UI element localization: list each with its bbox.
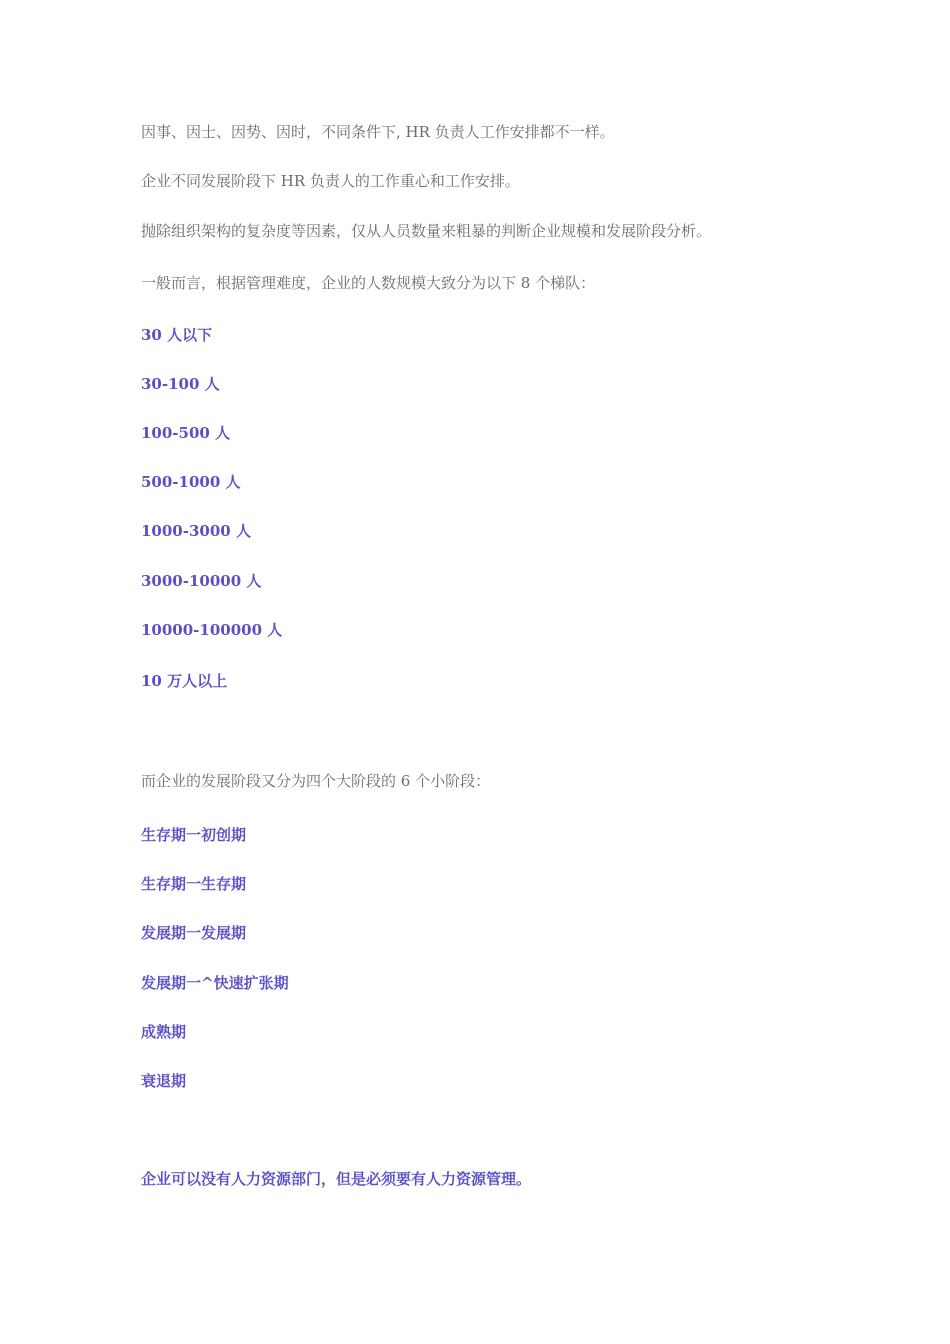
stage-intro-paragraph: 而企业的发展阶段又分为四个大阶段的 6 个小阶段：: [141, 772, 491, 790]
size-tier-1: 30 人以下: [141, 326, 213, 344]
size-tier-6: 3000-10000 人: [141, 572, 262, 590]
size-tier-4: 500-1000 人: [141, 473, 241, 491]
stage-3: 发展期一发展期: [141, 924, 247, 942]
stage-4: 发展期一^快速扩张期: [141, 974, 289, 992]
intro-paragraph-2: 企业不同发展阶段下 HR 负责人的工作重心和工作安排。: [141, 172, 520, 190]
stage-2: 生存期一生存期: [141, 875, 247, 893]
size-tier-8: 10 万人以上: [141, 672, 228, 690]
closing-statement: 企业可以没有人力资源部门，但是必须要有人力资源管理。: [141, 1170, 532, 1188]
size-tier-5: 1000-3000 人: [141, 522, 251, 540]
size-tier-2: 30-100 人: [141, 375, 220, 393]
stage-1: 生存期一初创期: [141, 826, 247, 844]
size-tier-7: 10000-100000 人: [141, 621, 283, 639]
intro-paragraph-1: 因事、因士、因势、因时，不同条件下, HR 负责人工作安排都不一样。: [141, 123, 615, 141]
size-tier-3: 100-500 人: [141, 424, 231, 442]
intro-paragraph-4: 一般而言，根据管理难度，企业的人数规模大致分为以下 8 个梯队：: [141, 274, 596, 292]
intro-paragraph-3: 抛除组织架构的复杂度等因素，仅从人员数量来粗暴的判断企业规模和发展阶段分析。: [141, 222, 712, 240]
stage-5: 成熟期: [141, 1023, 187, 1041]
stage-6: 衰退期: [141, 1072, 187, 1090]
